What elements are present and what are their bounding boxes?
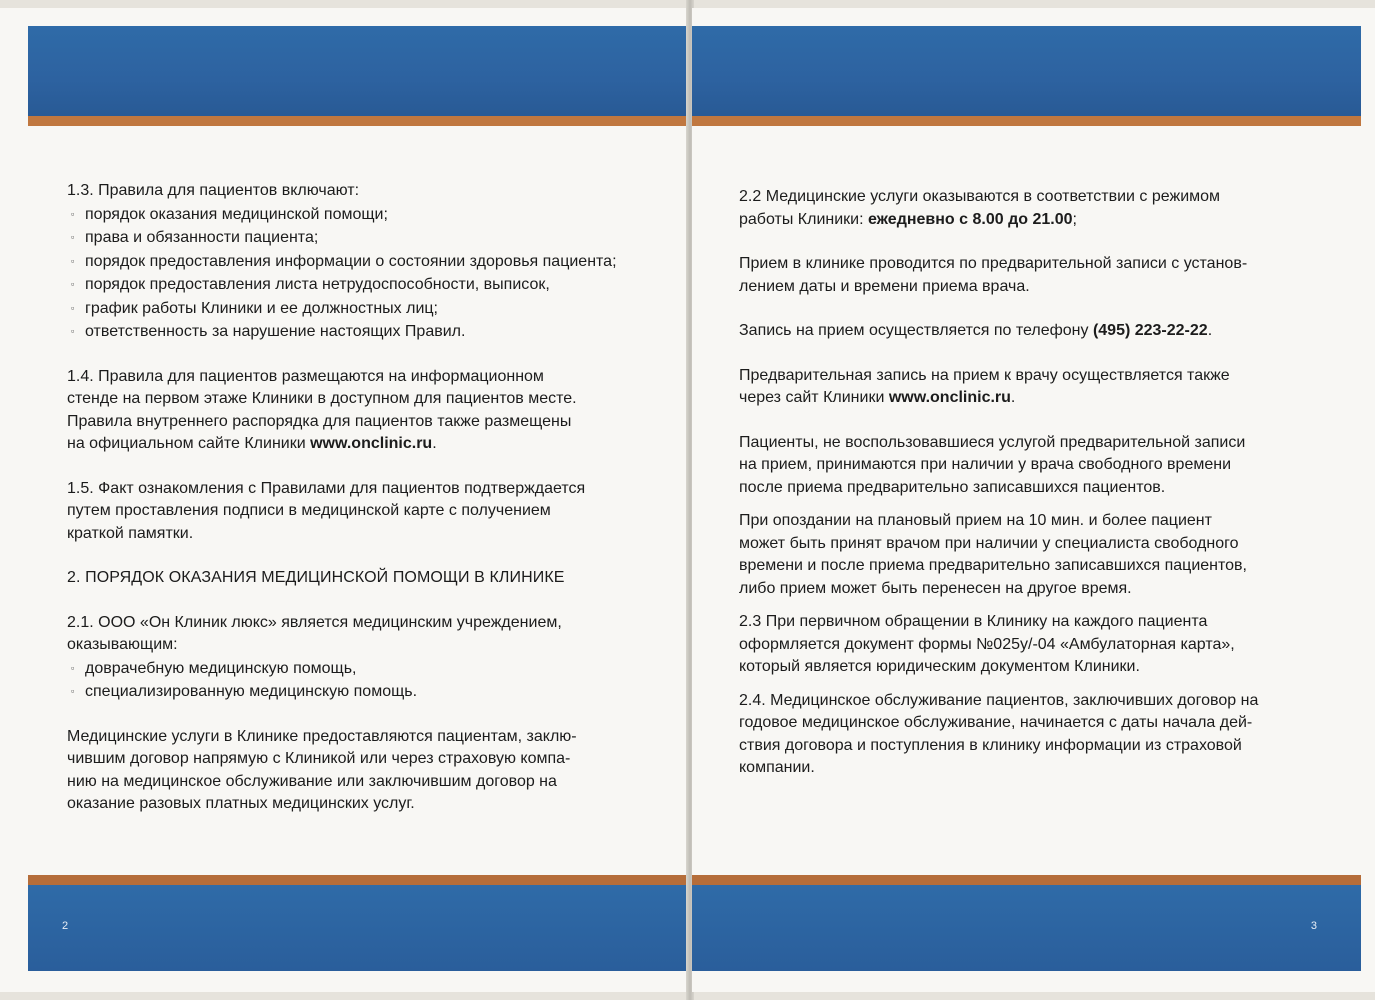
site-link: www.onclinic.ru [888,389,1011,406]
sec-1-4: 1.4. Правила для пациентов размещаются на информационном стенде на первом этаже Клиники в доступном для пациентов месте. Правила внутреннего распорядка для пациентов также размещены на официальном сайте Клиники www.onclinic.ru. [67,367,577,452]
sec-2-2: 2.2 Медицинские услуги оказываются в соответствии с режимом работы Клиники: ежедневно с 8.00 до 21.00; [739,188,1221,228]
header-band [692,26,1361,116]
bullet-icon: ▫ [71,255,75,266]
site-paragraph: Предварительная запись на прием к врачу осуществляется также через сайт Клиники www.onclinic.ru. [739,366,1230,406]
bullet-icon: ▫ [71,232,75,242]
services-paragraph: Медицинские услуги в Клинике предоставляются пациентам, заклю- чившим договор напрямую с Клиникой или через страховую компа- нию на медицинское обслуживание или заключившим договор на оказание разовых платных медицинских услуг. [67,727,577,812]
walkin-paragraph: Пациенты, не воспользовавшиеся услугой предварительной записи на прием, принимаются при наличии у врача свободного времени после приема предварительно записавшихся пациентов. [739,433,1246,496]
list-item: ▫ доврачебную медицинскую помощь, [71,657,657,681]
appointment-paragraph: Прием в клинике проводится по предварительной записи с установ- лением даты и времени приема врача. [739,255,1248,295]
list-item: ▫ права и обязанности пациента; [71,226,657,250]
page-number: 2 [62,920,69,932]
footer-band [692,885,1361,971]
list-item: ▫ порядок предоставления информации о состоянии здоровья пациента; [71,250,657,274]
bullet-icon: ▫ [71,326,75,336]
bullet-icon: ▫ [71,686,75,696]
list-item: ▫ ответственность за нарушение настоящих Правил. [71,320,657,344]
late-paragraph: При опоздании на плановый прием на 10 мин. и более пациент может быть принят врачом при наличии у специалиста свободного времени и после приема предварительно записавшихся пациентов, либо прием может быть перенесен на другое время. [739,512,1247,597]
list-item: ▫ специализированную медицинскую помощь. [71,680,657,704]
working-hours: ежедневно с 8.00 до 21.00 [867,210,1073,228]
phone-number: (495) 223-22-22 [1092,322,1208,339]
list-item: ▫ порядок предоставления листа нетрудоспособности, выписок, [71,273,657,297]
footer-band [28,885,688,971]
bullet-icon: ▫ [71,662,75,673]
header-band [28,26,688,116]
bullet-icon: ▫ [71,302,75,313]
sec-2-1: 2.1. ООО «Он Клиник люкс» является медицинским учреждением, оказывающим: ▫ доврачебную медицинскую помощь, ▫ специализированную медицинскую помощь. [67,612,657,704]
list-item: ▫ график работы Клиники и ее должностных лиц; [71,297,657,321]
site-link: www.onclinic.ru [310,435,433,452]
sec-1-5: 1.5. Факт ознакомления с Правилами для пациентов подтверждается путем проставления подписи в медицинской карте с получением краткой памятки. [67,479,586,542]
phone-paragraph: Запись на прием осуществляется по телефону (495) 223-22-22. [739,322,1213,339]
right-page [692,8,1375,992]
right-page-text [739,186,1329,780]
sec-2-4: 2.4. Медицинское обслуживание пациентов, заключивших договор на годовое медицинское обслуживание, начинается с даты начала дей- ствия договора и поступления в клинику информации из страховой компании. [739,691,1259,776]
left-page [0,8,688,992]
page-number: 3 [1310,920,1317,932]
bullet-icon: ▫ [71,279,75,289]
list-item: ▫ порядок оказания медицинской помощи; [71,203,657,227]
section-heading: 2. ПОРЯДОК ОКАЗАНИЯ МЕДИЦИНСКОЙ ПОМОЩИ В КЛИНИКЕ [67,569,565,586]
bullet-icon: ▫ [71,208,75,219]
sec-2-3: 2.3 При первичном обращении в Клинику на каждого пациента оформляется документ формы №025у/-04 «Амбулаторная карта», который является юридическим документом Клиники. [739,613,1235,675]
left-page-text [67,180,657,816]
sec-1-3-intro: 1.3. Правила для пациентов включают: [67,182,360,199]
